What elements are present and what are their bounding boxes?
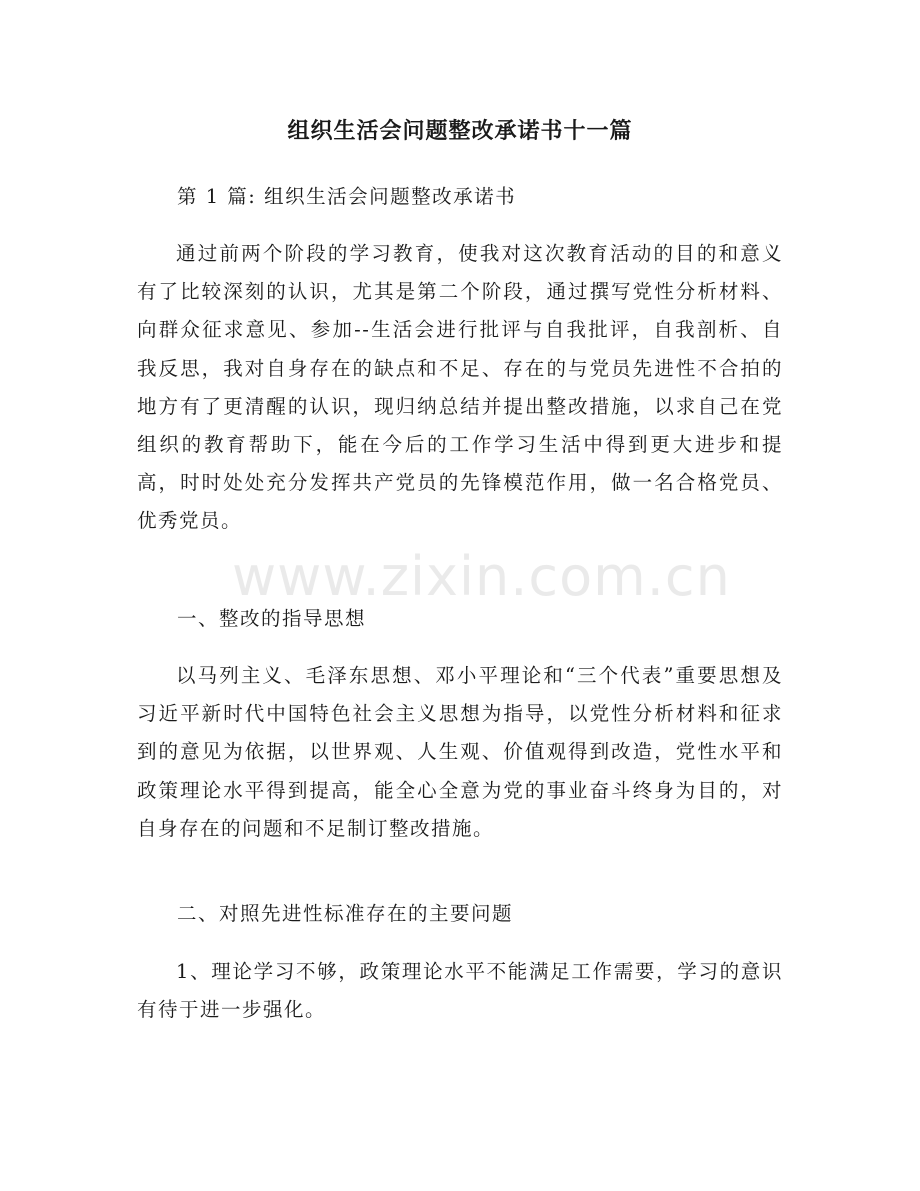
section-subtitle: 第 1 篇: 组织生活会问题整改承诺书	[177, 185, 517, 208]
problem-item-1: 1、理论学习不够，政策理论水平不能满足工作需要，学习的意识有待于进一步强化。	[137, 960, 783, 1022]
document-title: 组织生活会问题整改承诺书十一篇	[287, 119, 633, 144]
heading-main-problems: 二、对照先进性标准存在的主要问题	[177, 902, 514, 925]
watermark: www.zixin.com.cn	[232, 545, 731, 608]
heading-guiding-ideology: 一、整改的指导思想	[177, 607, 367, 630]
intro-paragraph: 通过前两个阶段的学习教育，使我对这次教育活动的目的和意义有了比较深刻的认识，尤其是第二个阶段，通过撰写党性分析材料、向群众征求意见、参加--生活会进行批评与自我批评，自我剖析、自我反思，我对自身存在的缺点和不足、存在的与党员先进性不合拍的地方有了更清醒的认识，现归纳总结并提出整改措施，以求自己在党组织的教育帮助下，能在今后的工作学习生活中得到更大进步和提高，时时处处充分发挥共产党员的先锋模范作用，做一名合格党员、优秀党员。	[137, 242, 783, 533]
guiding-ideology-paragraph: 以马列主义、毛泽东思想、邓小平理论和“三个代表”重要思想及习近平新时代中国特色社会主义思想为指导，以党性分析材料和征求到的意见为依据，以世界观、人生观、价值观得到改造，党性水平和政策理论水平得到提高，能全心全意为党的事业奋斗终身为目的，对自身存在的问题和不足制订整改措施。	[137, 664, 783, 840]
